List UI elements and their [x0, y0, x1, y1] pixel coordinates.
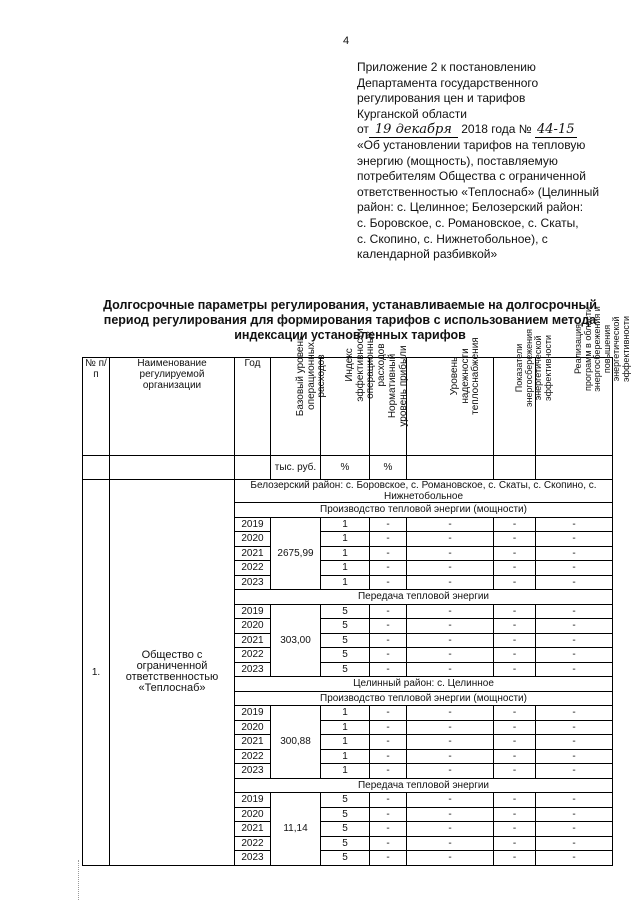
- base-cost-value: 303,00: [271, 604, 321, 677]
- header-programs-text: Реализация программ в области энергосбережения и повышения энергетической эффективности: [573, 306, 631, 392]
- base-cost-value: 11,14: [271, 793, 321, 866]
- header-profit-level-text: Нормативный уровень прибыли: [387, 345, 409, 427]
- energy-saving-value: -: [494, 793, 536, 808]
- reliability-value: -: [407, 546, 494, 561]
- programs-value: -: [536, 575, 613, 590]
- year-cell: 2021: [235, 735, 271, 750]
- appendix-date-line: [357, 122, 627, 138]
- subject-line: ответственностью «Теплоснаб» (Целинный: [357, 184, 600, 199]
- header-efficiency-index: [321, 328, 387, 456]
- programs-value: -: [536, 720, 613, 735]
- efficiency-index-value: 5: [321, 604, 370, 619]
- efficiency-index-value: 5: [321, 648, 370, 663]
- header-profit-level: [370, 345, 409, 456]
- profit-level-value: -: [370, 822, 407, 837]
- handwritten-date: 19 декабря: [369, 122, 458, 138]
- profit-level-value: -: [370, 807, 407, 822]
- appendix-line: Курганской области: [357, 106, 467, 121]
- energy-saving-value: -: [494, 633, 536, 648]
- efficiency-index-value: 5: [321, 822, 370, 837]
- reliability-value: -: [407, 604, 494, 619]
- appendix-line: регулирования цен и тарифов: [357, 91, 526, 106]
- programs-value: -: [536, 619, 613, 634]
- header-energy-saving: [494, 328, 552, 456]
- efficiency-index-value: 5: [321, 851, 370, 866]
- profit-level-value: -: [370, 604, 407, 619]
- year-cell: 2019: [235, 793, 271, 808]
- programs-value: -: [536, 851, 613, 866]
- efficiency-index-value: 1: [321, 517, 370, 532]
- profit-level-value: -: [370, 793, 407, 808]
- header-year: Год: [235, 358, 271, 456]
- reliability-value: -: [407, 561, 494, 576]
- reliability-value: -: [407, 793, 494, 808]
- reliability-value: -: [407, 648, 494, 663]
- year-cell: 2022: [235, 561, 271, 576]
- year-cell: 2021: [235, 822, 271, 837]
- subject-line: потребителям Общества с ограниченной: [357, 169, 586, 184]
- energy-saving-value: -: [494, 619, 536, 634]
- efficiency-index-value: 5: [321, 662, 370, 677]
- header-base-cost-text: Базовый уровень операционных расходов: [294, 335, 327, 416]
- margin-mark: [78, 860, 80, 900]
- year-cell: 2020: [235, 532, 271, 547]
- programs-value: -: [536, 648, 613, 663]
- header-num: № п/п: [83, 358, 110, 456]
- subject-line: календарной разбивкой»: [357, 247, 498, 262]
- energy-saving-value: -: [494, 517, 536, 532]
- energy-saving-value: -: [494, 851, 536, 866]
- header-energy-saving-text: Показатели энергосбережения энергетической эффективности: [513, 328, 552, 408]
- energy-saving-value: -: [494, 836, 536, 851]
- year-cell: 2019: [235, 517, 271, 532]
- energy-saving-value: -: [494, 546, 536, 561]
- reliability-value: -: [407, 735, 494, 750]
- energy-saving-value: -: [494, 720, 536, 735]
- subject-line: энергию (мощность), поставляемую: [357, 153, 558, 168]
- header-programs: [536, 306, 631, 456]
- reliability-value: -: [407, 749, 494, 764]
- energy-saving-value: -: [494, 648, 536, 663]
- header-reliability-text: Уровень надежности теплоснабжения: [449, 336, 481, 415]
- base-cost-value: 2675,99: [271, 517, 321, 590]
- base-cost-value: 300,88: [271, 706, 321, 779]
- efficiency-index-value: 1: [321, 706, 370, 721]
- reliability-value: -: [407, 619, 494, 634]
- year-cell: 2021: [235, 546, 271, 561]
- subject-line: «Об установлении тарифов на тепловую: [357, 137, 586, 152]
- profit-level-value: -: [370, 561, 407, 576]
- section-label: Производство тепловой энергии (мощности): [235, 691, 613, 706]
- reliability-value: -: [407, 575, 494, 590]
- year-cell: 2022: [235, 648, 271, 663]
- programs-value: -: [536, 749, 613, 764]
- district-row: [83, 480, 613, 503]
- reliability-value: -: [407, 836, 494, 851]
- header-base-cost: [271, 335, 327, 456]
- year-cell: 2023: [235, 662, 271, 677]
- programs-value: -: [536, 604, 613, 619]
- efficiency-index-value: 1: [321, 561, 370, 576]
- appendix-line: Департамента государственного: [357, 75, 539, 90]
- year-cell: 2022: [235, 836, 271, 851]
- district-label: Белозерский район: с. Боровское, с. Романовское, с. Скаты, с. Скопино, с. Нижнетобольное: [235, 480, 613, 503]
- efficiency-index-value: 1: [321, 720, 370, 735]
- appendix-line: Приложение 2 к постановлению: [357, 60, 536, 74]
- profit-level-value: -: [370, 662, 407, 677]
- programs-value: -: [536, 633, 613, 648]
- reliability-value: -: [407, 662, 494, 677]
- profit-level-value: -: [370, 648, 407, 663]
- page-number: 4: [343, 35, 350, 47]
- programs-value: -: [536, 546, 613, 561]
- date-year: 2018 года №: [461, 122, 532, 137]
- unit-efficiency-index: %: [321, 456, 370, 480]
- subject-line: с. Скопино, с. Нижнетобольное), с: [357, 231, 548, 246]
- header-reliability: [407, 336, 494, 456]
- reliability-value: -: [407, 517, 494, 532]
- year-cell: 2019: [235, 706, 271, 721]
- year-cell: 2023: [235, 764, 271, 779]
- profit-level-value: -: [370, 749, 407, 764]
- reliability-value: -: [407, 851, 494, 866]
- district-label: Целинный район: с. Целинное: [235, 677, 613, 692]
- profit-level-value: -: [370, 764, 407, 779]
- header-efficiency-index-text: Индекс эффективности операционных расходов: [344, 328, 387, 402]
- efficiency-index-value: 1: [321, 749, 370, 764]
- efficiency-index-value: 1: [321, 575, 370, 590]
- title-line: период регулирования для формирования тарифов с использованием метода: [103, 313, 597, 327]
- energy-saving-value: -: [494, 561, 536, 576]
- energy-saving-value: -: [494, 749, 536, 764]
- programs-value: -: [536, 764, 613, 779]
- unit-base-cost: тыс. руб.: [271, 456, 321, 480]
- reliability-value: -: [407, 807, 494, 822]
- year-cell: 2020: [235, 807, 271, 822]
- profit-level-value: -: [370, 633, 407, 648]
- year-cell: 2023: [235, 851, 271, 866]
- reliability-value: -: [407, 706, 494, 721]
- efficiency-index-value: 1: [321, 532, 370, 547]
- year-cell: 2021: [235, 633, 271, 648]
- year-cell: 2023: [235, 575, 271, 590]
- programs-value: -: [536, 706, 613, 721]
- profit-level-value: -: [370, 735, 407, 750]
- efficiency-index-value: 5: [321, 619, 370, 634]
- reliability-value: -: [407, 822, 494, 837]
- reliability-value: -: [407, 532, 494, 547]
- programs-value: -: [536, 793, 613, 808]
- section-label: Передача тепловой энергии: [235, 590, 613, 605]
- reliability-value: -: [407, 764, 494, 779]
- section-label: Производство тепловой энергии (мощности): [235, 503, 613, 518]
- programs-value: -: [536, 807, 613, 822]
- profit-level-value: -: [370, 546, 407, 561]
- year-cell: 2020: [235, 720, 271, 735]
- table-header-row: [83, 358, 613, 456]
- profit-level-value: -: [370, 517, 407, 532]
- programs-value: -: [536, 517, 613, 532]
- date-prefix: от: [357, 122, 369, 137]
- reliability-value: -: [407, 633, 494, 648]
- efficiency-index-value: 5: [321, 793, 370, 808]
- profit-level-value: -: [370, 706, 407, 721]
- reliability-value: -: [407, 720, 494, 735]
- profit-level-value: -: [370, 720, 407, 735]
- profit-level-value: -: [370, 575, 407, 590]
- efficiency-index-value: 5: [321, 836, 370, 851]
- profit-level-value: -: [370, 619, 407, 634]
- year-cell: 2022: [235, 749, 271, 764]
- title-line: Долгосрочные параметры регулирования, устанавливаемые на долгосрочный: [103, 298, 597, 312]
- header-org: Наименование регулируемой организации: [110, 358, 235, 456]
- energy-saving-value: -: [494, 575, 536, 590]
- efficiency-index-value: 5: [321, 633, 370, 648]
- programs-value: -: [536, 561, 613, 576]
- energy-saving-value: -: [494, 735, 536, 750]
- efficiency-index-value: 1: [321, 735, 370, 750]
- programs-value: -: [536, 532, 613, 547]
- profit-level-value: -: [370, 851, 407, 866]
- programs-value: -: [536, 735, 613, 750]
- year-cell: 2020: [235, 619, 271, 634]
- year-cell: 2019: [235, 604, 271, 619]
- units-row: [83, 456, 613, 480]
- title-line: индексации установленных тарифов: [234, 328, 466, 342]
- section-label: Передача тепловой энергии: [235, 778, 613, 793]
- energy-saving-value: -: [494, 822, 536, 837]
- appendix-block: [357, 60, 627, 263]
- efficiency-index-value: 1: [321, 546, 370, 561]
- handwritten-number: 44-15: [537, 122, 575, 138]
- energy-saving-value: -: [494, 532, 536, 547]
- energy-saving-value: -: [494, 662, 536, 677]
- programs-value: -: [536, 836, 613, 851]
- energy-saving-value: -: [494, 807, 536, 822]
- subject-line: район: с. Целинное; Белозерский район:: [357, 200, 584, 215]
- profit-level-value: -: [370, 532, 407, 547]
- programs-value: -: [536, 822, 613, 837]
- organization-name: Общество с ограниченной ответственностью «Теплоснаб»: [110, 480, 235, 866]
- unit-profit-level: %: [370, 456, 407, 480]
- efficiency-index-value: 1: [321, 764, 370, 779]
- profit-level-value: -: [370, 836, 407, 851]
- row-number: 1.: [83, 480, 110, 866]
- subject-line: с. Боровское, с. Романовское, с. Скаты,: [357, 215, 579, 230]
- efficiency-index-value: 5: [321, 807, 370, 822]
- energy-saving-value: -: [494, 764, 536, 779]
- energy-saving-value: -: [494, 604, 536, 619]
- energy-saving-value: -: [494, 706, 536, 721]
- programs-value: -: [536, 662, 613, 677]
